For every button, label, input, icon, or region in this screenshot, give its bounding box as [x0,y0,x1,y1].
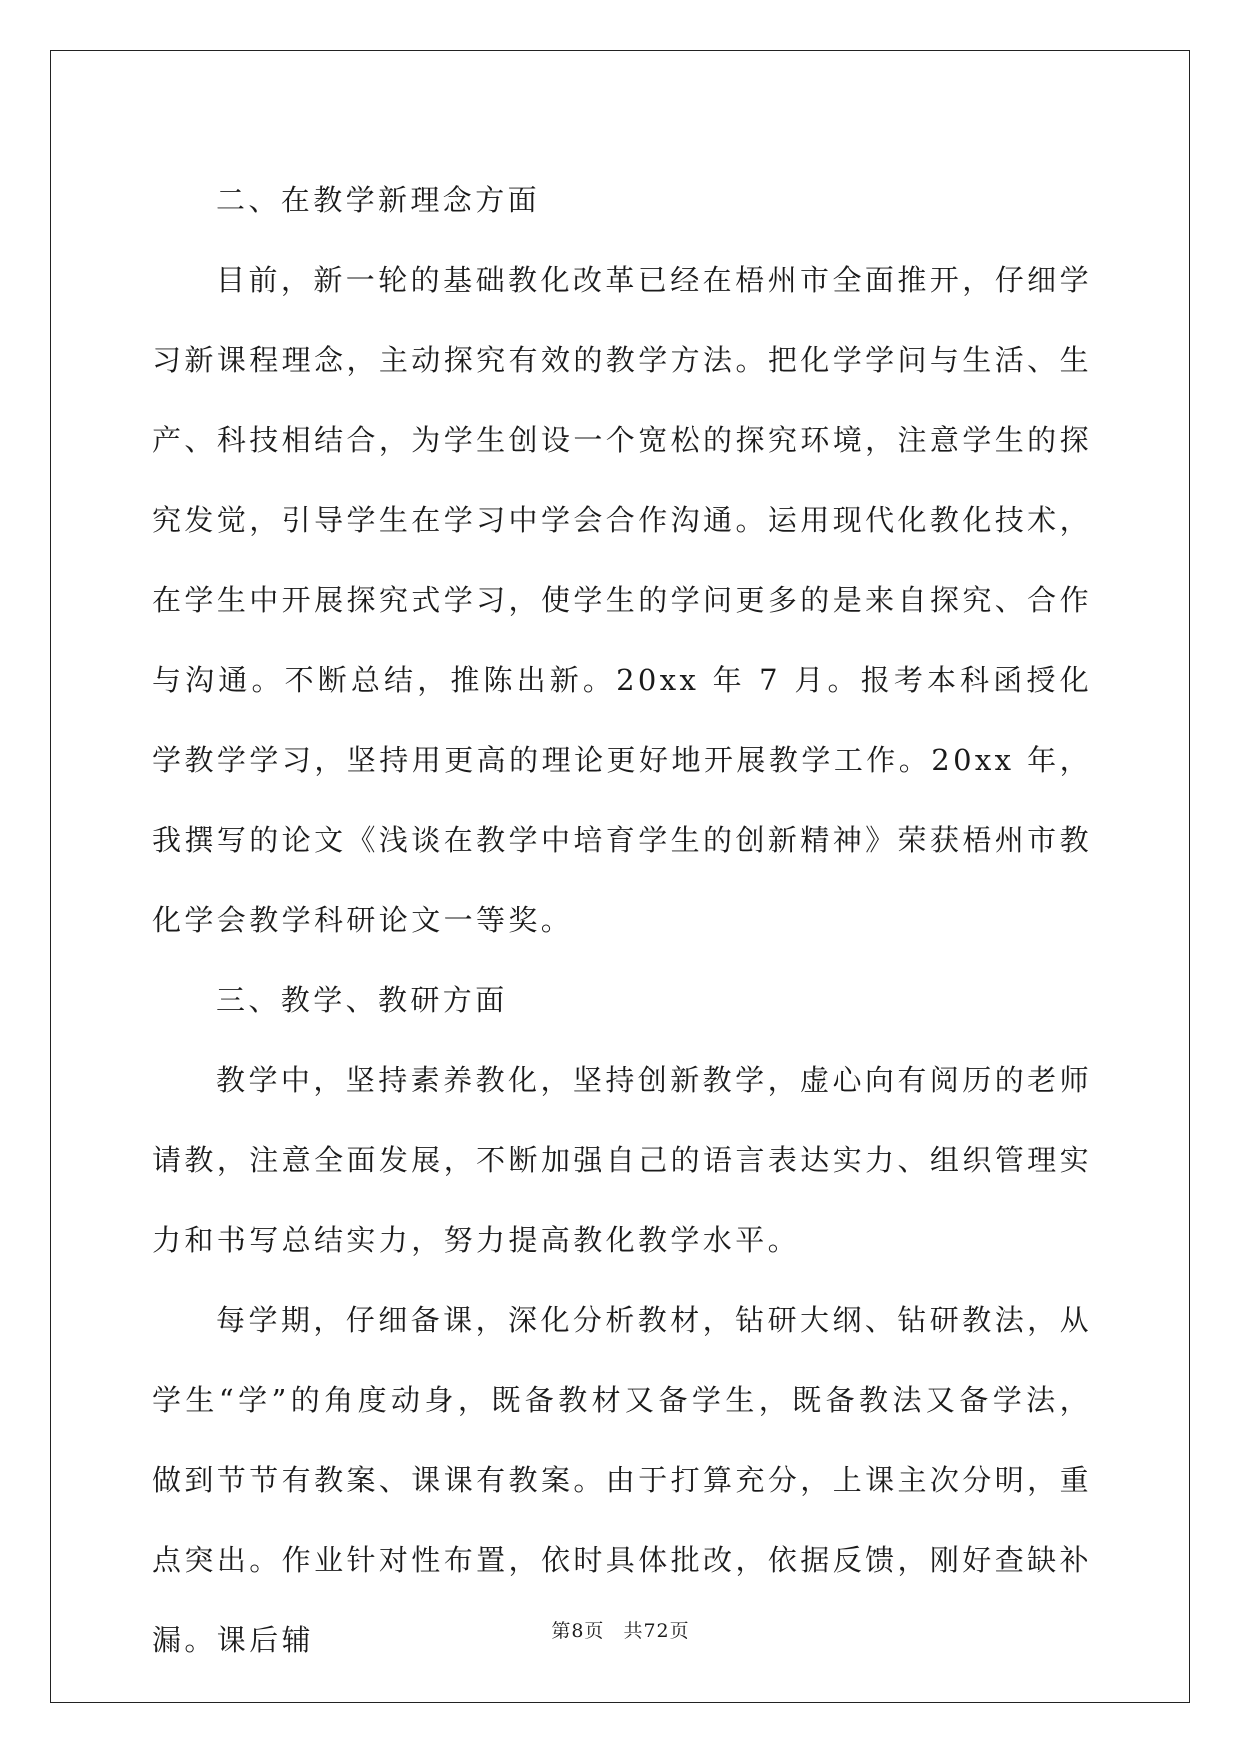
section-heading: 二、在教学新理念方面 [216,183,541,217]
paragraph: 每学期，仔细备课，深化分析教材，钻研大纲、钻研教法，从学生“学”的角度动身，既备教材又备学生，既备教法又备学法，做到节节有教案、课课有教案。由于打算充分，上课主次分明，重点突出。作业针对性布置，依时具体批改，依据反馈，刚好查缺补漏。课后辅 [152,1303,1092,1657]
document-body [152,160,1092,1680]
paragraph: 目前，新一轮的基础教化改革已经在梧州市全面推开，仔细学习新课程理念，主动探究有效的教学方法。把化学学问与生活、生产、科技相结合，为学生创设一个宽松的探究环境，注意学生的探究发觉，引导学生在学习中学会合作沟通。运用现代化教化技术，在学生中开展探究式学习，使学生的学问更多的是来自探究、合作与沟通。不断总结，推陈出新。20xx 年 7 月。报考本科函授化学教学学习，坚持用更高的理论更好地开展教学工作。20xx 年，我撰写的论文《浅谈在教学中培育学生的创新精神》荣获梧州市教化学会教学科研论文一等奖。 [152,263,1092,937]
total-page-count: 共72页 [623,1620,690,1642]
current-page-number: 第8页 [551,1620,605,1642]
page-footer [0,1616,1241,1643]
section-heading: 三、教学、教研方面 [216,983,508,1017]
paragraph: 教学中，坚持素养教化，坚持创新教学，虚心向有阅历的老师请教，注意全面发展，不断加强自己的语言表达实力、组织管理实力和书写总结实力，努力提高教化教学水平。 [152,1063,1092,1257]
